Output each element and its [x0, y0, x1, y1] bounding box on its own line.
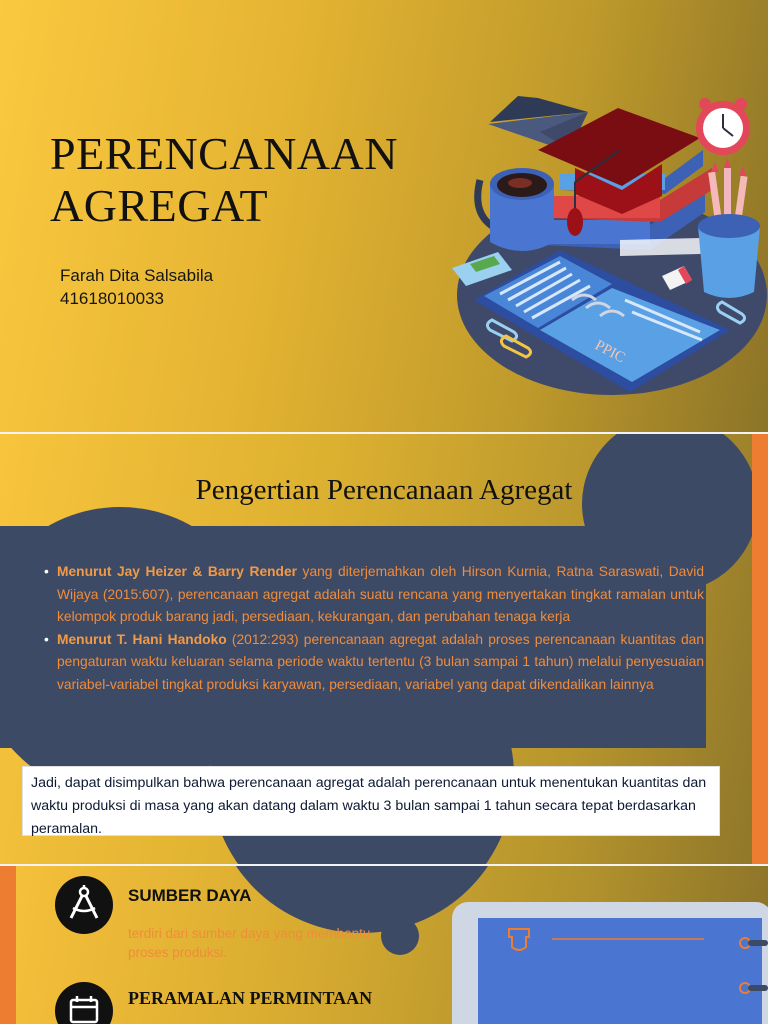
author-id: 41618010033: [60, 289, 165, 308]
summary-box: Jadi, dapat disimpulkan bahwa perencanaan agregat adalah perencanaan untuk menentukan kuantitas dan waktu produksi di masa yang akan datang dalam waktu 3 bulan sampai 1 tahun secara tepat berdasarkan peramalan.: [22, 766, 720, 836]
section-heading-forecast: PERAMALAN PERMINTAAN: [128, 988, 373, 1008]
section-text-resources: [128, 924, 370, 962]
title-line-1: PERENCANAAN: [50, 128, 398, 179]
definition-slide: [0, 434, 768, 864]
calendar-icon: [55, 982, 113, 1024]
components-slide: [0, 866, 768, 1024]
author-name: Farah Dita Salsabila: [60, 266, 214, 285]
list-item: [44, 561, 704, 629]
section-heading-resources: SUMBER DAYA: [128, 886, 252, 905]
resources-text-line: proses produksi.: [128, 945, 228, 960]
alarm-clock-icon: [696, 98, 750, 155]
notebook-icon: [452, 902, 768, 1024]
definition-text: (2012:293) perencanaan agregat adalah proses perencanaan kuantitas dan pengaturan waktu keluaran selama periode waktu tertentu (3 bulan sampai 1 tahun) melalui penyesuaian variabel-variabel tingkat produksi karyawan, persediaan, variabel yang dapat dikendalikan lainnya: [57, 631, 704, 692]
definition-text: yang diterjemahkan oleh Hirson Kurnia, Ratna Saraswati, David Wijaya (2015:607), perencanaan agregat adalah suatu rencana yang menyertakan tingkat ramalan untuk kelompok produk barang jadi, persediaan, kekurangan, dan perubahan tenaga kerja: [57, 564, 704, 624]
definition-list: [44, 561, 704, 696]
compass-drawing-icon: [55, 876, 113, 934]
title-line-2: AGREGAT: [50, 180, 269, 231]
source-name: Menurut T. Hani Handoko: [57, 631, 227, 647]
slide3-decor: [0, 866, 768, 1024]
resources-text-line: terdiri dari sumber daya yang membantu: [128, 926, 371, 941]
bullet-icon: •: [44, 564, 49, 579]
planner-label: PPIC: [592, 337, 628, 367]
bullet-icon: •: [44, 631, 49, 647]
accent-bar-left: [0, 866, 16, 1024]
slide-title: Pengertian Perencanaan Agregat: [195, 474, 573, 506]
resource-icon-badge: [55, 876, 113, 934]
source-name: Menurut Jay Heizer & Barry Render: [57, 564, 298, 579]
title-slide: [0, 0, 768, 432]
study-illustration: [0, 0, 768, 432]
decor-dot: [381, 917, 419, 955]
forecast-icon-badge: [55, 982, 113, 1024]
list-item: [44, 629, 704, 697]
